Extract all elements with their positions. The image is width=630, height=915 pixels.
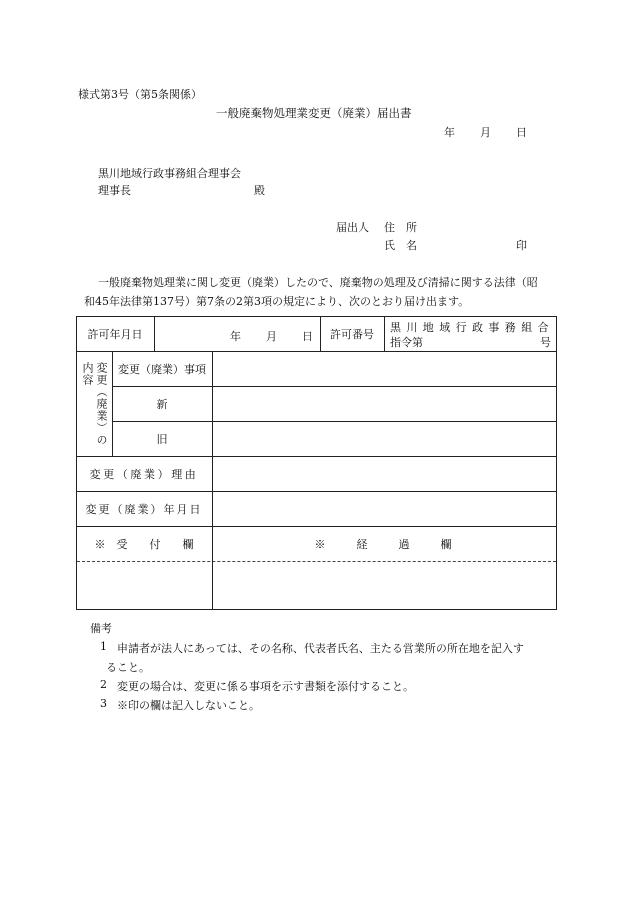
permit-number-prefix: 指令第 <box>390 336 423 349</box>
date-day: 日 <box>516 126 527 139</box>
permit-number-label: 許可番号 <box>330 327 374 341</box>
note-2-number: 2 <box>100 678 107 691</box>
change-date-label: 変更（廃業）年月日 <box>85 502 203 516</box>
permit-number-issuer: 黒川地域行政事務組合 <box>390 321 554 334</box>
reception-label: ※ 受 付 欄 <box>94 537 194 551</box>
change-content-group-label: 変更（廃業）の内容 <box>81 362 108 446</box>
permit-date-year: 年 <box>230 330 241 343</box>
addressee-title: 理事長 <box>98 184 131 197</box>
addressee-honorific: 殿 <box>254 184 265 197</box>
progress-label: ※ 経 過 欄 <box>314 537 455 551</box>
addressee-org: 黒川地域行政事務組合理事会 <box>98 167 241 180</box>
note-1-number: 1 <box>100 640 107 653</box>
change-item-label: 変更（廃業）事項 <box>118 362 206 376</box>
permit-number-suffix: 号 <box>540 336 551 349</box>
change-reason-label: 変更（廃業）理由 <box>89 467 199 481</box>
notes-heading: 備考 <box>90 622 112 635</box>
applicant-name-label: 氏 名 <box>384 239 417 252</box>
body-text-line2: 和45年法律第137号）第7条の2第3項の規定により、次のとおり届け出ます。 <box>84 295 470 308</box>
applicant-label: 届出人 <box>336 221 369 234</box>
body-text-line1: 一般廃棄物処理業に関し変更（廃業）したので、廃棄物の処理及び清掃に関する法律（昭 <box>98 276 538 289</box>
permit-date-month: 月 <box>266 330 277 343</box>
note-1-text-cont: ること。 <box>106 661 150 674</box>
date-month: 月 <box>480 126 491 139</box>
old-label: 旧 <box>156 432 168 446</box>
new-label: 新 <box>156 397 168 411</box>
note-2-text: 変更の場合は、変更に係る事項を示す書類を添付すること。 <box>117 680 414 693</box>
permit-date-label: 許可年月日 <box>87 327 143 341</box>
date-year: 年 <box>444 126 455 139</box>
note-3-number: 3 <box>100 697 107 710</box>
note-3-text: ※印の欄は記入しないこと。 <box>117 699 260 712</box>
applicant-address-label: 住 所 <box>384 221 417 234</box>
applicant-seal: 印 <box>516 239 527 252</box>
note-1-text: 申請者が法人にあっては、その名称、代表者氏名、主たる営業所の所在地を記入す <box>117 642 524 655</box>
permit-date-day: 日 <box>302 330 313 343</box>
document-title: 一般廃棄物処理業変更（廃業）届出書 <box>216 106 412 120</box>
form-number: 様式第3号（第5条関係） <box>78 88 202 101</box>
